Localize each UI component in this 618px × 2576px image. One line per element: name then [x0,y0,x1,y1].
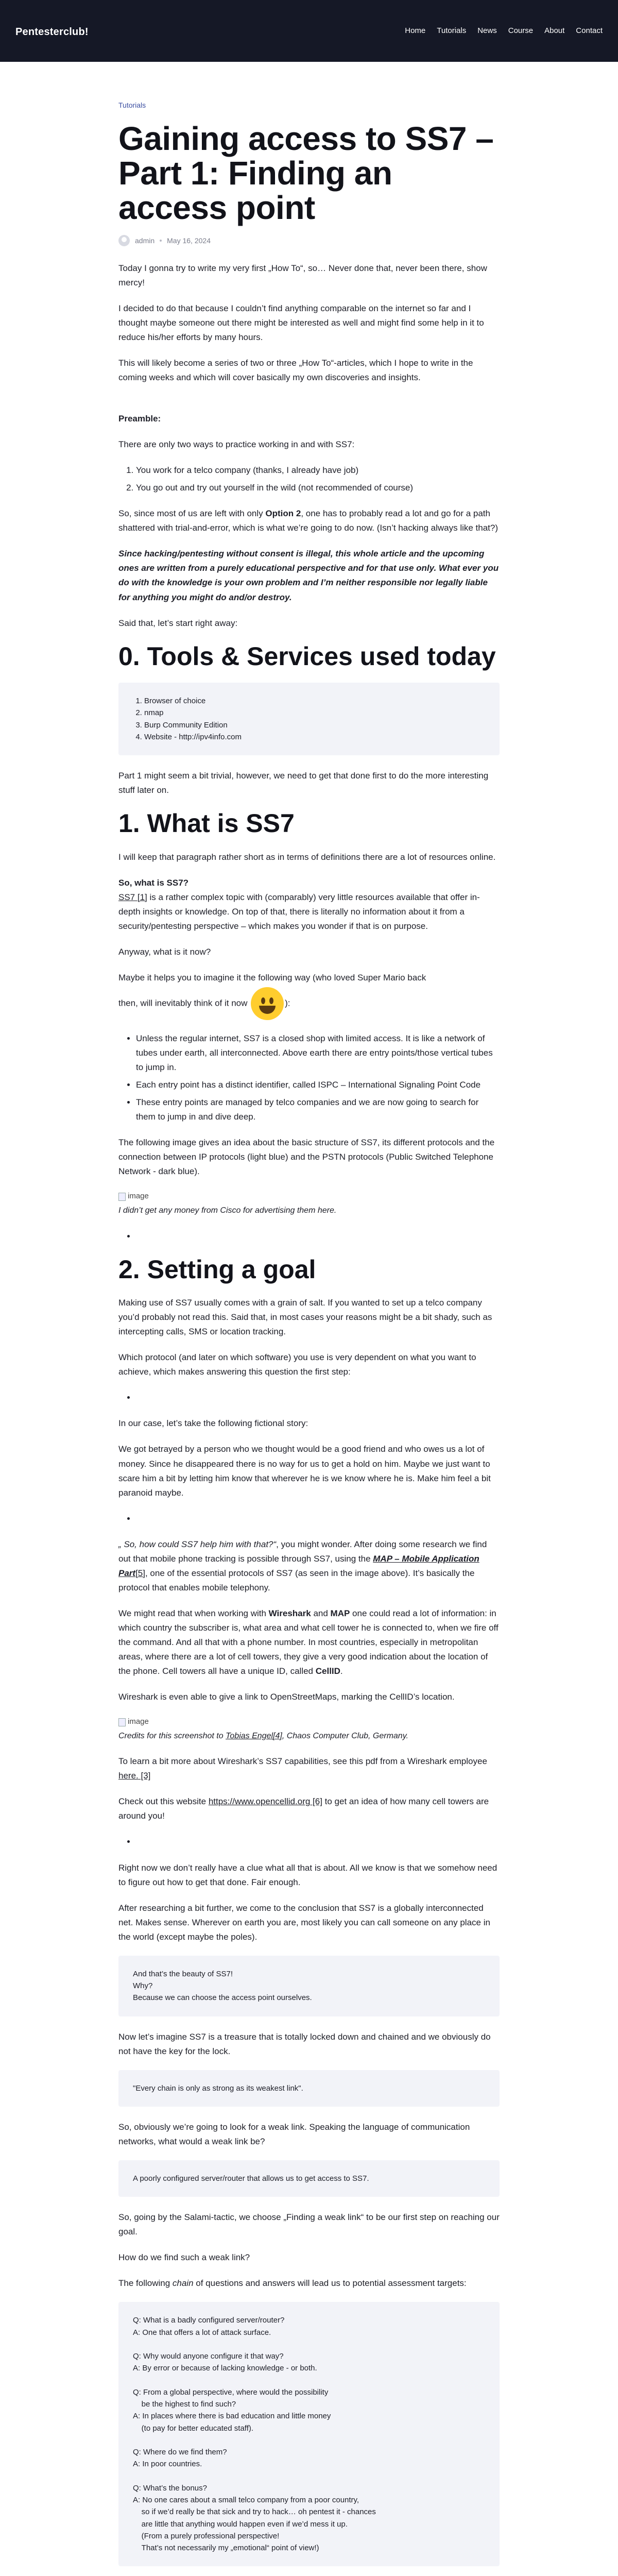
broken-image: image [118,1716,500,1728]
broken-image-icon [118,1718,126,1726]
paragraph: Said that, let’s start right away: [118,618,238,628]
section-heading-tools: 0. Tools & Services used today [118,641,496,671]
qa-box [118,2302,500,2566]
smiley-emoji-icon [251,987,284,1020]
nav-contact[interactable]: Contact [576,26,603,35]
paragraph: After researching a bit further, we come to the conclusion that SS7 is a globally interconnected net. Makes sense. Wherever on earth you are, most likely you can call someone on any place in the world (except maybe the poles). [118,1903,490,1942]
section-heading-what-is-ss7: 1. What is SS7 [118,809,295,838]
preamble-heading: Preamble: [118,414,161,424]
list-item: 4. Website - http://ipv4info.com [144,731,485,743]
ss7-link[interactable]: SS7 [1] [118,892,147,902]
meta-separator [160,240,162,242]
paragraph: This will likely become a series of two or three „How To“-articles, which I hope to write in the coming weeks and which will cover basically my own discoveries and insights. [118,358,473,383]
code-text: And that’s the beauty of SS7! Why? Because we can choose the access point ourselves. [133,1969,312,2003]
empty-list [136,1512,500,1526]
list-item: 3. Burp Community Edition [144,719,485,731]
broken-image-icon [118,1193,126,1201]
map-link[interactable]: MAP – Mobile Application Part[5] [118,1553,479,1578]
paragraph: Making use of SS7 usually comes with a grain of salt. If you wanted to set up a telco company you’d probably not read this. Said that, in most cases your reasons might be a bit shady, such as intercepting calls, SMS or location tracking. [118,1298,492,1337]
paragraph: Now let’s imagine SS7 is a treasure that is totally locked down and chained and we obviously do not have the key for the lock. [118,2031,491,2056]
category-link[interactable]: Tutorials [118,101,146,109]
paragraph: We got betrayed by a person who we thought would be a good friend and who owes us a lot of money. Since he disappeared there is no way for us to get a hold on him. Maybe we just want to scare him a bit by letting him know that wherever he is we know where he is. Make him feel a bit paranoid maybe. [118,1444,491,1498]
nav-tutorials[interactable]: Tutorials [437,26,467,35]
list-item [136,1512,500,1526]
paragraph: Wireshark is even able to give a link to OpenStreetMaps, marking the CellID’s location. [118,1692,455,1702]
ways-list [136,463,500,495]
paragraph: So, since most of us are left with only Option 2, one has to probably read a lot and go for a path shattered with trial-and-error, which is what we’re going to do now. (Isn’t hacking always like that?) [118,509,499,533]
paragraph: So, what is SS7? [118,877,189,888]
paragraph: I will keep that paragraph rather short as in terms of definitions there are a lot of resources online. [118,852,496,862]
paragraph: Which protocol (and later on which software) you use is very dependent on what you want to achieve, which makes answering this question the first step: [118,1352,476,1377]
list-item: 2. You go out and try out yourself in the wild (not recommended of course) [136,481,500,495]
tools-box [118,683,500,755]
pdf-link[interactable]: here. [3] [118,1771,151,1781]
ss7-points-list [136,1031,500,1124]
paragraph: Part 1 might seem a bit trivial, however, we need to get that done first to do the more interesting stuff later on. [118,771,489,795]
list-item [136,1391,500,1405]
paragraph: Anyway, what is it now? [118,946,211,957]
paragraph: The following chain of questions and answers will lead us to potential assessment targets: [118,2278,467,2289]
list-item: • Unless the regular internet, SS7 is a closed shop with limited access. It is like a network of tubes under earth, all interconnected. Above earth there are entry points/those vertical tubes to jump in. [136,1031,500,1075]
beauty-box [118,1956,500,2016]
list-item: 1. You work for a telco company (thanks, I already have job) [136,463,500,478]
author-name[interactable]: admin [135,236,155,245]
paragraph: Right now we don’t really have a clue what all that is about. All we know is that we somehow need to figure out how to get that done. Fair enough. [118,1862,497,1887]
opencellid-link[interactable]: https://www.opencellid.org [6] [208,1797,322,1807]
list-item: • Each entry point has a distinct identifier, called ISPC – International Signaling Point Code [136,1078,500,1092]
list-item [136,1229,500,1244]
section-heading-goal: 2. Setting a goal [118,1255,316,1284]
nav-about[interactable]: About [544,26,565,35]
paragraph: then, will inevitably think of it now ): [118,987,500,1020]
paragraph: „ So, how could SS7 help him with that?“, you might wonder. After doing some research we find out that mobile phone tracking is possible through SS7, using the MAP – Mobile Application Part[5], one of the essential protocols of SS7 (as seen in the image above). It’s basically the protocol that enables mobile telephony. [118,1539,487,1592]
empty-list [136,1835,500,1849]
broken-image: image [118,1190,500,1203]
list-item: • These entry points are managed by telco companies and we are now going to search for them to jump in and dive deep. [136,1095,500,1124]
empty-list [136,1229,500,1244]
image-caption: I didn’t get any money from Cisco for advertising them here. [118,1206,337,1215]
post-meta [118,235,500,247]
paragraph: I decided to do that because I couldn’t find anything comparable on the internet so far and I thought maybe someone out there might be interested as well and might find some help in it to reduce his/her efforts by many hours. [118,303,484,342]
paragraph: SS7 [1] is a rather complex topic with (comparably) very little resources available that offer in-depth insights or knowledge. On top of that, there is literally no information about it from a security/pentesting perspective – which makes you wonder if that is on purpose. [118,892,480,931]
main-nav [405,25,603,38]
author-avatar [118,235,130,246]
list-item: 2. nmap [144,707,485,719]
site-logo[interactable]: Pentesterclub! [15,26,89,38]
paragraph: So, obviously we’re going to look for a weak link. Speaking the language of communication networks, what would a weak link be? [118,2122,470,2146]
nav-course[interactable]: Course [508,26,534,35]
code-text: "Every chain is only as strong as its weakest link". [133,2083,303,2093]
paragraph: Maybe it helps you to imagine it the following way (who loved Super Mario back [118,972,426,982]
nav-home[interactable]: Home [405,26,426,35]
nav-news[interactable]: News [477,26,497,35]
paragraph: Today I gonna try to write my very first „How To“, so… Never done that, never been there, show mercy! [118,263,487,287]
paragraph: The following image gives an idea about the basic structure of SS7, its different protocols and the connection between IP protocols (light blue) and the PSTN protocols (Public Switched Telephone Network - dark blue). [118,1138,495,1177]
post-date: May 16, 2024 [167,236,211,245]
paragraph: There are only two ways to practice working in and with SS7: [118,439,355,450]
post-title: Gaining access to SS7 – Part 1: Finding an access point [118,120,494,227]
paragraph: In our case, let’s take the following fictional story: [118,1418,308,1429]
tobias-engel-link[interactable]: Tobias Engel[4] [226,1731,282,1740]
disclaimer: Since hacking/pentesting without consent is illegal, this whole article and the upcoming ones are written from a purely educational perspective and for that use only. What ever you do with the knowledge is your own problem and I’m neither responsible nor legally liable for anything you might do and/or destroy. [118,549,499,602]
code-text: A poorly configured server/router that allows us to get access to SS7. [133,2174,369,2183]
paragraph: Check out this website https://www.opencellid.org [6] to get an idea of how many cell towers are around you! [118,1797,489,1821]
list-item [136,1835,500,1849]
paragraph: To learn a bit more about Wireshark’s SS7 capabilities, see this pdf from a Wireshark employee here. [3] [118,1756,487,1781]
article [118,98,500,2576]
code-text: Q: What is a badly configured server/router? A: One that offers a lot of attack surface. Q: Why would anyone configure it that way? A: By error or because of lacking knowledge - or both. Q: From a global perspective, where would the possibility be the highest to find such? A: In places where there is bad education and little money (to pay for better educated staff). Q: Where do we find them? A: In poor countries. Q: What’s the bonus? A: No one cares about a small telco company from a poor country, so if we’d really be that sick and try to hack… oh pentest it - chances are little that anything would happen even if we’d mess it up. (From a purely professional perspective! That’s not necessarily my „emotional“ point of view!) [133,2316,376,2553]
tools-list [144,695,485,743]
empty-list [136,1391,500,1405]
quote-box [118,2160,500,2197]
quote-box [118,2070,500,2107]
spacer [118,396,500,412]
list-item: 1. Browser of choice [144,695,485,707]
image-caption: Credits for this screenshot to Tobias Engel[4], Chaos Computer Club, Germany. [118,1731,408,1740]
paragraph: How do we find such a weak link? [118,2252,250,2263]
paragraph: We might read that when working with Wireshark and MAP one could read a lot of information: in which country the subscriber is, what area and what cell tower he is connected to, when we fire off the command. And all that with a phone number. In most countries, especially in metropolitan areas, where there are a lot of cell towers, they give a very good indication about the location of the phone. Cell towers all have a unique ID, called CellID. [118,1608,499,1676]
site-header [0,0,618,62]
paragraph: So, going by the Salami-tactic, we choose „Finding a weak link“ to be our first step on reaching our goal. [118,2212,500,2237]
